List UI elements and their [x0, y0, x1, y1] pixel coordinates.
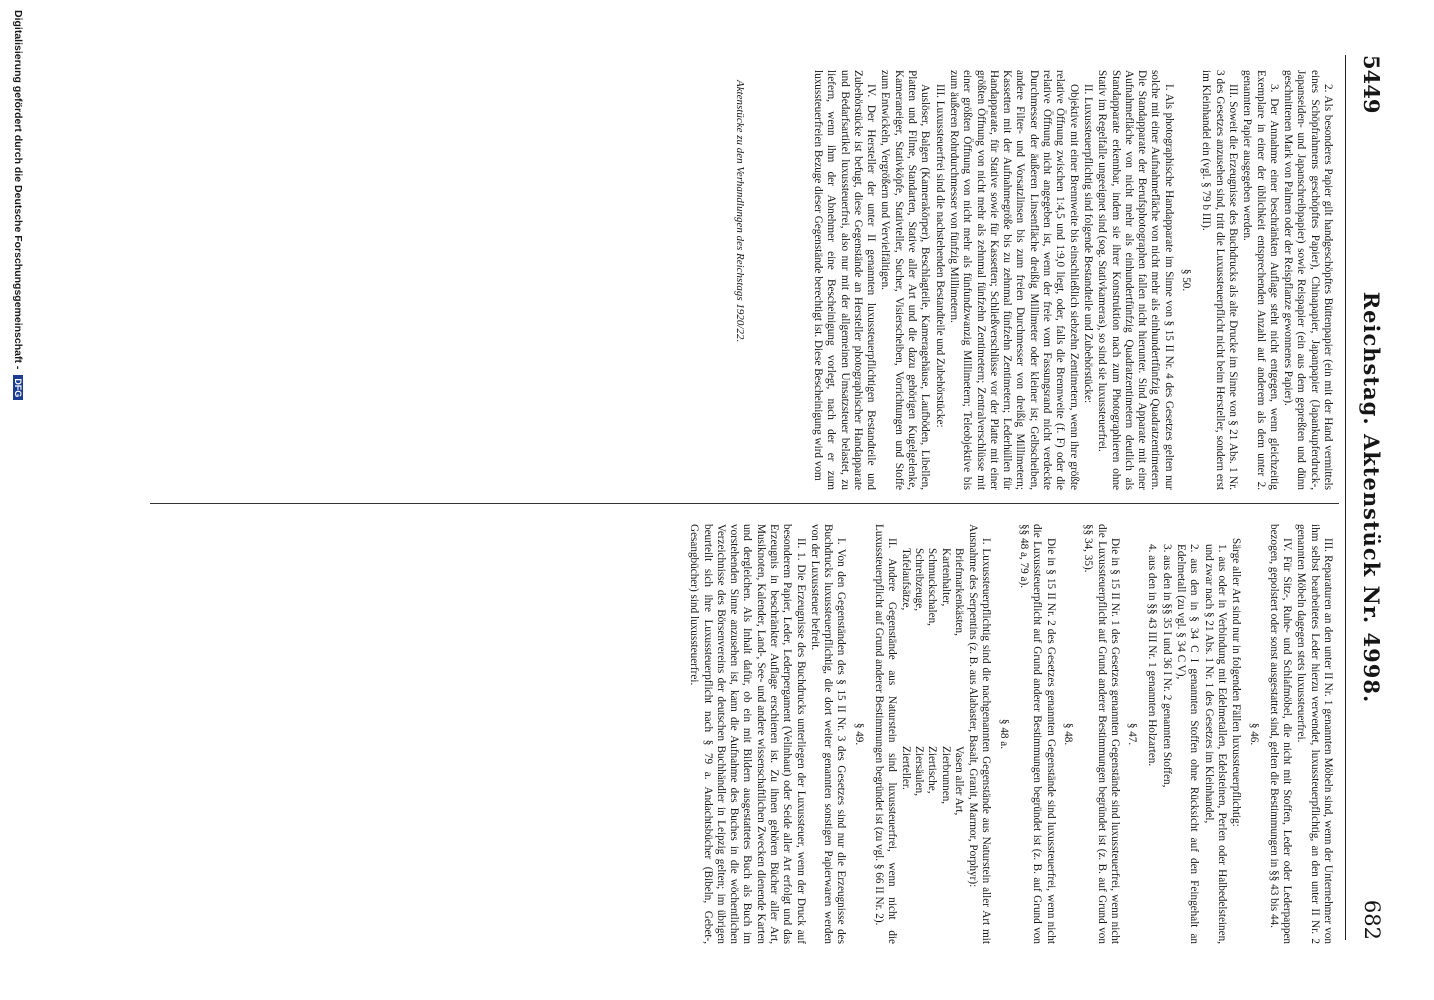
header-title: Reichstag. Aktenstück Nr. 4998.	[1359, 291, 1384, 704]
list-item: 3. aus den in §§ 35 I und 36 I Nr. 2 genannten Stoffen,	[1160, 544, 1173, 788]
paragraph: Die in § 15 II Nr. 2 des Gesetzes genannten Gegenstände sind luxussteuerfrei, wenn nicht die Luxussteuerpflicht auf Grund anderer Bestimmungen begründet ist (z. B. auf Grund von §§ 48 a, 79 a).	[1018, 524, 1057, 944]
digitization-text: Digitalisierung gefördert durch die Deutsche Forschungsgemeinschaft -	[12, 10, 24, 370]
list-item: 1. aus oder in Verbindung mit Edelmetallen, Edelsteinen, Perlen oder Halbedelsteinen, und zwar nach § 21 Abs. 1 Nr. 1 des Gesetzes im Kleinhandel,	[1202, 544, 1228, 944]
list-item: Zierteller.	[899, 746, 912, 790]
list-item: Zierbrunnen,	[939, 746, 952, 805]
section-heading: § 50.	[1180, 268, 1193, 292]
list-item: Briefmarkenkästen,	[952, 548, 965, 636]
list-item: Kartenhalter,	[939, 548, 952, 607]
column-divider	[150, 503, 1339, 504]
paragraph: IV. Der Hersteller der unter II genannten luxussteuerpflichtigen Bestandteile und Zubehörstücke ist befugt, diese Gegenstände an Hersteller photographischer Handapparate und Bedarfsartikel luxussteuerfrei, also nur mit der allgemeinen Umsatzsteuer belastet, zu liefern, wenn ihm der Abnehmer eine Bescheinigung vorlegt, nach der er zum luxussteuerfreien Bezuge dieser Gegenstände berechtigt ist. Diese Bescheinigung wird vom	[812, 70, 878, 490]
paragraph: Auslöser, Balgen (Kamerakörper), Beschlagteile, Kameragehäuse, Laufböden, Libellen, Platten und Filme, Standarten, Stative aller Art und die dazu gehörigen Kugelgelenke, Kameraneiger, Stativköpfe, Stativteller, Sucher, Visierscheiben, Vorrichtungen und Stoffe zum Entwickeln, Vergrößern und Vervielfältigen.	[879, 70, 932, 490]
paragraph: I. Von den Gegenständen des § 15 II Nr. 3 des Gesetzes sind nur die Erzeugnisse des Buchdrucks luxussteuerpflichtig, die dort weiter genannten sonstigen Papierwaren werden von der Luxussteuer befreit.	[808, 524, 848, 944]
paragraph: II. Andere Gegenstände aus Naturstein sind luxussteuerfrei, wenn nicht die Luxussteuerpflicht auf Grund anderer Bestimmungen begründet ist (zu vgl. § 66 II Nr. 2).	[873, 524, 899, 944]
footer-note: Aktenstücke zu den Verhandlungen des Reichstags 1920/22.	[734, 80, 746, 343]
column-right	[686, 524, 1334, 944]
item-list-column-a	[898, 548, 964, 746]
column-left	[810, 70, 1334, 490]
paragraph: 3. Der Annahme einer beschränkten Auflage steht nicht entgegen, wenn gleichzeitig Exemplare in einer der üblichkeit entsprechenden Anzahl auf anderem als dem unter 2. genannten Papier ausgegeben werden.	[1241, 70, 1280, 490]
list-item: Tafelaufsätze,	[899, 548, 912, 611]
list-item: 4. aus den in §§ 43 III Nr. 1 genannten Holzarten.	[1146, 544, 1159, 767]
paragraph: IV. Für Sitz-, Ruhe- und Schlafmöbel, die nicht mit Stoffen, Leder oder Lederpappen bezogen, gepolstert oder sonst ausgestattet sind, gelten die Bestimmungen in §§ 43 bis 44.	[1267, 524, 1294, 944]
paragraph: Die in § 15 II Nr. 1 des Gesetzes genannten Gegenstände sind luxussteuerfrei, wenn nicht die Luxussteuerpflicht auf Grund anderer Bestimmungen begründet ist (z. B. auf Grund von §§ 34, 35).	[1082, 524, 1121, 944]
paragraph: III. Luxussteuerfrei sind die nachstehenden Bestandteile und Zubehörstücke:	[933, 84, 946, 428]
list-item: Schmuckschalen,	[926, 548, 939, 626]
list-item: Ziersäulen,	[912, 746, 925, 797]
paragraph: III. Soweit die Erzeugnisse des Buchdrucks als alte Drucke im Sinne von § 21 Abs. 1 Nr. 3 des Gesetzes anzusehen sind, tritt die Luxussteuerpflicht nicht beim Hersteller, sondern erst im Kleinhandel ein (vgl. § 79 b III).	[1200, 70, 1239, 490]
item-list-column-b	[898, 746, 964, 944]
item-list	[898, 524, 964, 944]
list-item: Vasen aller Art,	[952, 746, 965, 816]
section-heading: § 48.	[1061, 722, 1074, 746]
list-item: Schreibzeuge,	[912, 548, 925, 612]
paragraph: III. Reparaturen an den unter II Nr. 1 genannten Möbeln sind, wenn der Unternehmer von ihm selbst bearbeitetes Leder hierzu verwendet, luxussteuerpflichtig, an den unter II Nr. 2 genannten Möbeln dagegen stets luxussteuerfrei.	[1295, 524, 1334, 944]
paragraph: II. 1. Die Erzeugnisse des Buchdrucks unterliegen der Luxussteuer, wenn der Druck auf besonderem Papier, Leder, Lederpergament (Velinhaut) oder Seide aller Art erfolgt und das Erzeugnis in beschränkter Auflage erschienen ist. Zu ihnen gehören Bücher aller Art, Musiknoten, Kalender, Land-, See- und andere wissenschaftlichen Zwecken dienende Karten und dergleichen. Als Inhalt dafür, ob ein mit Bildern ausgestattetes Buch als Buch im vorstehenden Sinne anzusehen ist, kann die Aufnahme des Buches in die wöchentlichen Verzeichnisse des Börsenvereins der deutschen Buchhändler in Leipzig gelten; im übrigen beurteilt sich ihre Luxussteuerpflicht nach § 79 a. Andachtsbücher (Bibeln, Gebet-, Gesangbücher) sind luxussteuerfrei.	[688, 524, 807, 944]
paragraph: II. Luxussteuerpflichtig sind folgende Bestandteile und Zubehörstücke:	[1081, 84, 1094, 404]
page-number-folio: 682	[1360, 899, 1384, 940]
page-header	[1345, 55, 1386, 940]
list-item: Ziertische,	[926, 746, 939, 794]
paragraph: I. Luxussteuerpflichtig sind die nachgenannten Gegenstände aus Naturstein aller Art mit Ausnahme des Serpentins (z. B. aus Alabaster, Basalt, Granit, Marmor, Porphyr):	[967, 524, 993, 944]
paragraph: Objektive mit einer Brennweite bis einschließlich siebzehn Zentimetern, wenn ihre größte relative Öffnung zwischen 1:4,5 und 1:9,0 liegt, oder, falls die Brennweite (f. F) oder die relative Öffnung nicht angegeben ist, wenn der freie vom Fassungsrand nicht verdeckte Durchmesser der äußeren Linsenfläche dreißig Millimeter oder kleiner ist; Gelbscheiben, andere Filter- und Vorsatzlinsen bis zum freien Durchmesser von dreißig Millimetern; Kassetten mit der Aufnahmegröße bis zu zehnmal fünfzehn Zentimetern; Lederhüllen für Handapparate, für Stative sowie für Kassetten; Schließverschlüsse vor der Platte mit einer größten Öffnung von nicht mehr als zehnmal fünfzehn Zentimetern; Zentralverschlüsse mit einer größten Öffnung von nicht mehr als fünfundzwanzig Millimetern; Teleobjektive bis zum äußeren Rohrdurchmesser von fünfzig Millimetern.	[947, 70, 1080, 490]
section-heading: § 46.	[1247, 722, 1260, 746]
paragraph: 2. Als besonderes Papier gilt handgeschöpftes Büttenpapier (ein mit der Hand vermittels eines Schöpfrahmens geschöpftes Papier), Chinapapier, Japanpapier (Japankupferdruck-, Japanseiden- und Japanschreibpapier) sowie Reispapier (ein aus dem gepreßten und dünn geschnittenen Mark von Palmen oder der Reispflanze gewonnenes Papier).	[1282, 70, 1334, 490]
list-item: 2. aus den in § 34 C I genannten Stoffen ohne Rücksicht auf den Feingehalt an Edelmetall (zu vgl. § 34 C V),	[1175, 544, 1201, 944]
page-number-top: 5449	[1359, 55, 1384, 114]
paragraph: I. Als photographische Handapparate im Sinne von § 15 II Nr. 4 des Gesetzes gelten nur solche mit einer Aufnahmefläche von nicht mehr als einhundertfünfzig Quadratzentimetern. Die Standapparate der Berufsphotographen fallen nicht hierunter. Sind Apparate mit einer Aufnahmefläche von nicht mehr als einhundertfünfzig Quadratzentimetern deutlich als Standapparate erkennbar, indem sie ihrer Konstruktion nach zum Photographieren ohne Stativ im Regelfalle ungeeignet sind (sog. Stativkameras), so sind sie luxussteuerfrei.	[1096, 70, 1175, 490]
digitization-credit	[12, 10, 24, 400]
section-heading: § 47.	[1126, 722, 1139, 746]
dfg-logo: DFG	[13, 375, 23, 400]
paragraph: Särge aller Art sind nur in folgenden Fällen luxussteuerpflichtig:	[1230, 538, 1243, 827]
section-heading: § 48 a.	[997, 718, 1010, 750]
section-heading: § 49.	[852, 722, 865, 746]
